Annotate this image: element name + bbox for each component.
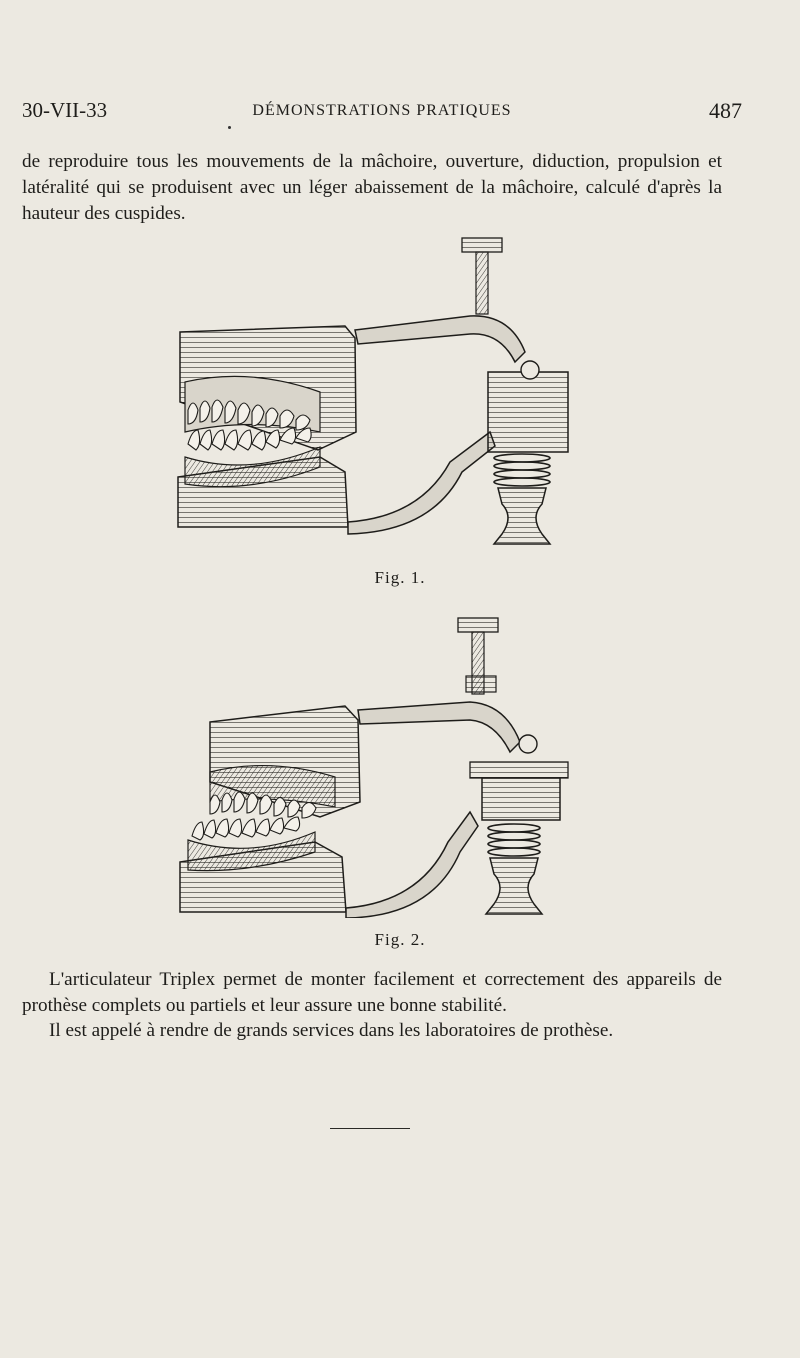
paragraph-triplex: L'articulateur Triplex permet de monter facilement et correctement des appareils de prothèse complets ou partiels et leur assure une bonne stabilité. (22, 969, 722, 1016)
figure-1-articulator-illustration (170, 232, 590, 554)
running-head (22, 98, 742, 128)
header-title: DÉMONSTRATIONS PRATIQUES (252, 102, 512, 119)
paragraph-services: Il est appelé à rendre de grands services dans les laboratoires de prothèse. (49, 1020, 614, 1041)
section-divider (330, 1128, 410, 1129)
figure-2-articulator-illustration (170, 612, 590, 918)
figure-1-caption: Fig. 1. (374, 568, 426, 587)
page-number: 487 (709, 98, 742, 123)
decorative-dot (228, 126, 231, 129)
paragraph-intro: de reproduire tous les mouvements de la mâchoire, ouverture, diduction, propulsion et latéralité qui se produisent avec un léger abaissement de la mâchoire, calculé d'après la hauteur des cuspides. (22, 151, 722, 224)
header-date: 30-VII-33 (22, 98, 108, 122)
figure-2-caption: Fig. 2. (374, 930, 426, 949)
